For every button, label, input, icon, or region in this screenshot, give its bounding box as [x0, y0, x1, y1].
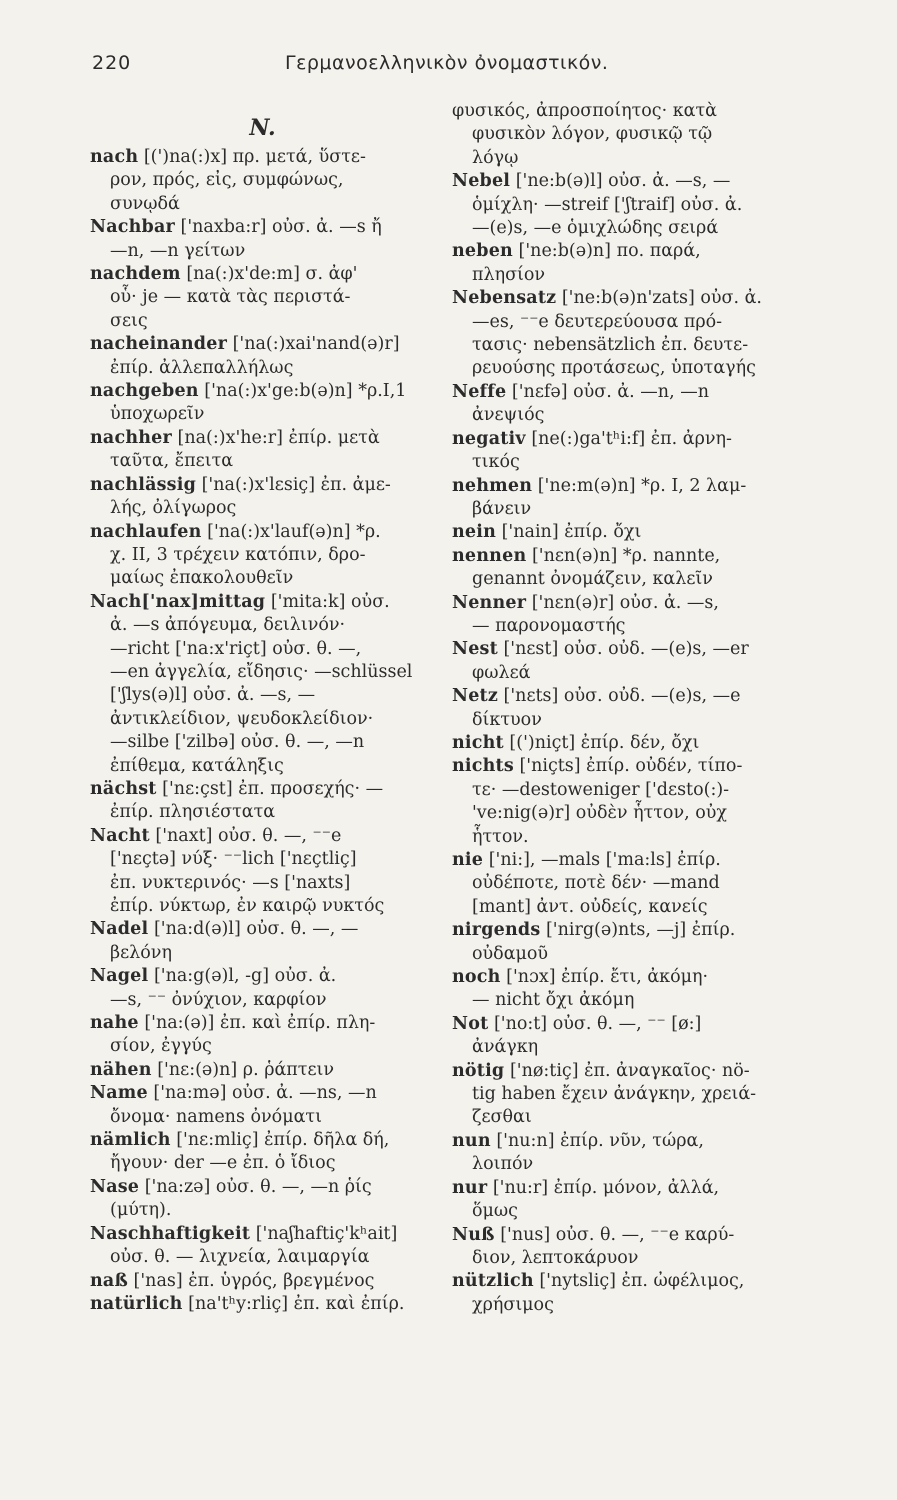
dictionary-entry	[452, 1060, 804, 1130]
entry-first-line	[90, 1176, 435, 1199]
entry-continuation-line	[452, 662, 804, 685]
entry-text: ρευούσης προτάσεως, ὑποταγής	[472, 358, 756, 379]
entry-first-line	[452, 638, 804, 661]
entry-continuation-line	[90, 989, 435, 1012]
entry-text: [ne(:)ga'tʰi:f] ἐπ. ἀρνη-	[531, 428, 732, 449]
headword: nein	[452, 522, 497, 543]
entry-text: φυσικὸν λόγον, φυσικῷ τῷ	[472, 124, 713, 145]
entry-first-line	[452, 1224, 804, 1247]
dictionary-entry	[452, 381, 804, 428]
entry-text: ἐπίρ. πλησιέστατα	[110, 802, 276, 823]
entry-text: —(e)s, —e ὁμιχλώδης σειρά	[472, 218, 719, 239]
dictionary-entry	[452, 428, 804, 475]
dictionary-entry	[90, 1176, 435, 1223]
entry-continuation-line	[452, 1200, 804, 1223]
dictionary-entry	[90, 965, 435, 1012]
entry-text: ['naxt] οὐσ. θ. —, ⁻⁻e	[155, 825, 342, 846]
entry-continuation-line	[452, 1036, 804, 1059]
entry-first-line	[90, 1082, 435, 1105]
entry-text: λής, ὀλίγωρος	[110, 498, 237, 519]
dictionary-entry	[452, 592, 804, 639]
entry-text: τικός	[472, 452, 520, 473]
entry-text: [(')na(:)x] πρ. μετά, ὕστε-	[143, 147, 366, 167]
entry-continuation-line	[90, 684, 435, 707]
entry-continuation-line	[452, 826, 804, 849]
entry-text: ταῦτα, ἔπειτα	[110, 451, 234, 472]
entry-text: ['nas] ἐπ. ὑγρός, βρεγμένος	[133, 1270, 375, 1291]
entry-continuation-line	[90, 801, 435, 824]
entry-continuation-line	[452, 147, 804, 170]
entry-text: ['naʃhaftiç'kʰait]	[255, 1223, 398, 1244]
entry-first-line	[452, 287, 804, 310]
dictionary-entry	[90, 474, 435, 521]
entry-text: ἧττον.	[472, 826, 529, 847]
entry-continuation-line	[90, 708, 435, 731]
entry-text: ['nɛts] οὐσ. οὐδ. —(e)s, —e	[503, 686, 741, 707]
entry-continuation-line	[90, 450, 435, 473]
left-column	[90, 100, 435, 1316]
entry-continuation-line	[452, 896, 804, 919]
dictionary-entry	[452, 685, 804, 732]
dictionary-entry	[452, 919, 804, 966]
entry-continuation-line	[90, 1199, 435, 1222]
headword: nur	[452, 1177, 488, 1198]
entry-first-line	[90, 216, 435, 239]
headword: noch	[452, 967, 501, 988]
dictionary-entry	[90, 1129, 435, 1176]
entry-first-line	[90, 1012, 435, 1035]
entry-first-line	[452, 755, 804, 778]
entry-text: ['na:zə] οὐσ. θ. —, —n ῥίς	[144, 1176, 372, 1197]
entry-continuation-line	[452, 568, 804, 591]
entry-text: ['nø:tiç] ἐπ. ἀναγκαῖος· nö-	[509, 1060, 750, 1081]
entry-text: ['nytsliç] ἐπ. ὠφέλιμος,	[539, 1271, 745, 1292]
entry-text: χρήσιμος	[472, 1294, 554, 1315]
headword: nachlässig	[90, 474, 197, 495]
entry-text: ['nɛfə] οὐσ. ἀ. —n, —n	[511, 381, 709, 402]
entry-continuation-line	[452, 709, 804, 732]
entry-text: [(')niçt] ἐπίρ. δέν, ὄχι	[509, 732, 700, 753]
dictionary-entry	[90, 1012, 435, 1059]
entry-text: ['ʃlys(ə)l] οὐσ. ἀ. —s, —	[110, 685, 316, 706]
entry-text: ['naxba:r] οὐσ. ἀ. —s ἤ	[180, 217, 382, 238]
entry-text: συνῳδά	[110, 193, 180, 214]
dictionary-entry	[90, 918, 435, 965]
headword: nehmen	[452, 475, 533, 496]
entry-text: ['ne:b(ə)n] πο. παρά,	[518, 241, 701, 262]
entry-continuation-line	[452, 217, 804, 240]
dictionary-entry	[452, 287, 804, 381]
headword: Nachbar	[90, 217, 175, 238]
dictionary-entry	[452, 170, 804, 240]
headword: nach	[90, 147, 139, 167]
headword: nun	[452, 1130, 491, 1151]
dictionary-entry	[452, 638, 804, 685]
dictionary-entry	[452, 755, 804, 849]
entry-first-line	[452, 1270, 804, 1293]
entry-continuation-line	[452, 943, 804, 966]
dictionary-entry	[90, 427, 435, 474]
entry-text: ζεσθαι	[472, 1107, 532, 1128]
headword: Netz	[452, 686, 498, 707]
entry-continuation-line	[452, 123, 804, 146]
dictionary-entry	[90, 1059, 435, 1082]
entry-text: ['na(:)x'lɛsiç] ἐπ. ἀμε-	[201, 474, 391, 495]
entry-continuation-line	[452, 779, 804, 802]
page-title: Γερμανοελληνικὸν ὀνομαστικόν.	[285, 52, 609, 74]
entry-continuation-line	[90, 1035, 435, 1058]
headword: nächst	[90, 778, 157, 799]
entry-text: [na(:)x'de:m] σ. ἀφ'	[186, 264, 358, 285]
entry-first-line	[90, 521, 435, 544]
entry-first-line	[90, 146, 435, 169]
headword: Nagel	[90, 966, 149, 987]
headword: nachlaufen	[90, 521, 202, 542]
entry-continuation-line	[452, 311, 804, 334]
entry-first-line	[452, 428, 804, 451]
entry-text: ['ne:b(ə)n'zats] οὐσ. ἀ.	[561, 288, 762, 309]
entry-text: ἤγουν· der —e ἐπ. ὁ ἴδιος	[110, 1153, 336, 1174]
entry-text: βελόνη	[110, 942, 172, 963]
entry-continuation-line	[90, 872, 435, 895]
entry-first-line	[452, 1130, 804, 1153]
entry-text: —en ἀγγελία, εἴδησις· —schlüssel	[110, 661, 413, 682]
entry-first-line	[90, 1293, 435, 1316]
entry-text: λόγῳ	[472, 147, 519, 168]
entry-continuation-line	[452, 802, 804, 825]
entry-text: ['nu:n] ἐπίρ. νῦν, τώρα,	[496, 1130, 704, 1151]
headword: nie	[452, 850, 484, 870]
entry-continuation-line	[90, 1246, 435, 1269]
entry-continuation-line	[90, 544, 435, 567]
dictionary-entry	[452, 1177, 804, 1224]
entry-first-line	[90, 263, 435, 286]
headword: Nenner	[452, 592, 527, 613]
dictionary-entry	[90, 333, 435, 380]
entry-continuation-line	[90, 848, 435, 871]
dictionary-entry	[452, 966, 804, 1013]
entry-continuation-line	[452, 498, 804, 521]
entry-first-line	[452, 1177, 804, 1200]
headword: natürlich	[90, 1293, 183, 1314]
entry-text: ἐπίρ. νύκτωρ, ἐν καιρῷ νυκτός	[110, 896, 385, 916]
entry-text: —richt ['na:x'riçt] οὐσ. θ. —,	[110, 638, 362, 659]
headword: Not	[452, 1013, 489, 1034]
entry-continuation-line	[452, 1106, 804, 1129]
entry-text: διον, λεπτοκάρυον	[472, 1247, 639, 1268]
entry-continuation-line	[90, 638, 435, 661]
entry-first-line	[452, 592, 804, 615]
entry-text: οὐσ. θ. — λιχνεία, λαιμαργία	[110, 1247, 370, 1268]
entry-continuation-line	[452, 194, 804, 217]
headword: nirgends	[452, 920, 541, 941]
entry-text: genannt ὀνομάζειν, καλεῖν	[472, 569, 713, 590]
entry-continuation-line	[452, 872, 804, 895]
headword: nicht	[452, 732, 504, 753]
entry-text: ['nɛçtə] νύξ· ⁻⁻lich ['nɛçtliç]	[110, 849, 357, 870]
entry-text: ['na(:)xai'nand(ə)r]	[232, 334, 400, 355]
dictionary-entry	[452, 849, 804, 919]
entry-text: ['no:t] οὐσ. θ. —, ⁻⁻ [ø:]	[493, 1013, 702, 1034]
entry-continuation-line	[90, 661, 435, 684]
entry-first-line	[90, 825, 435, 848]
entry-text: φυσικός, ἀπροσποίητος· κατὰ	[452, 101, 717, 121]
entry-text: ἐπίθεμα, κατάληξις	[110, 755, 284, 776]
entry-text: ἐπ. νυκτερινός· —s ['naxts]	[110, 872, 351, 893]
entry-text: tig haben ἔχειν ἀνάγκην, χρειά-	[472, 1084, 757, 1105]
entry-text: ['nɛn(ə)r] οὐσ. ἀ. —s,	[531, 592, 719, 613]
entry-continuation-line	[452, 357, 804, 380]
entry-text: [na(:)x'he:r] ἐπίρ. μετὰ	[177, 427, 380, 448]
entry-text: ['mita:k] οὐσ.	[270, 591, 390, 612]
dictionary-entry	[452, 732, 804, 755]
headword: nichts	[452, 756, 514, 777]
entry-text: —s, ⁻⁻ ὀνύχιον, καρφίον	[110, 989, 327, 1010]
entry-text: ['nirg(ə)nts, —j] ἐπίρ.	[545, 920, 736, 941]
entry-first-line	[90, 591, 435, 614]
dictionary-entry	[452, 100, 804, 170]
entry-first-line	[90, 965, 435, 988]
entry-first-line	[90, 1223, 435, 1246]
dictionary-entry	[452, 475, 804, 522]
entry-text: [mant] ἀντ. οὐδείς, κανείς	[472, 896, 708, 917]
entry-text: ['ne:m(ə)n] *ρ. I, 2 λαμ-	[537, 475, 747, 496]
entry-text: [na'tʰy:rliç] ἐπ. καὶ ἐπίρ.	[188, 1293, 405, 1314]
dictionary-entry	[90, 1082, 435, 1129]
entry-first-line	[452, 732, 804, 755]
headword: nämlich	[90, 1130, 171, 1151]
dictionary-entry	[90, 825, 435, 919]
entry-continuation-line	[452, 334, 804, 357]
entry-text: πλησίον	[472, 264, 546, 285]
entry-text: ['na(:)x'ge:b(ə)n] *ρ.I,1	[204, 381, 407, 402]
entry-first-line	[452, 381, 804, 404]
entry-text: ['na:mə] οὐσ. ἀ. —ns, —n	[153, 1083, 377, 1104]
entry-continuation-line	[90, 1152, 435, 1175]
entry-text: ['na:d(ə)l] οὐσ. θ. —, —	[153, 919, 359, 940]
entry-first-line	[90, 1270, 435, 1293]
headword: Nacht	[90, 825, 150, 846]
entry-text: τε· —destoweniger ['dɛsto(:)-	[472, 779, 730, 800]
entry-text: οὐδαμοῦ	[472, 943, 549, 964]
headword: Nuß	[452, 1224, 495, 1245]
dictionary-entry	[452, 1013, 804, 1060]
entry-first-line	[90, 1129, 435, 1152]
headword: negativ	[452, 428, 526, 449]
entry-first-line	[90, 427, 435, 450]
entry-text: ὄνομα· namens ὀνόματι	[110, 1106, 322, 1127]
dictionary-entry	[452, 545, 804, 592]
entry-text: σεις	[110, 310, 148, 331]
entry-text: ['nɛ:(ə)n] ρ. ῥάπτειν	[157, 1059, 335, 1080]
entry-text: ['nain] ἐπίρ. ὄχι	[501, 522, 642, 543]
section-letter: N.	[249, 115, 276, 141]
headword: Nest	[452, 639, 498, 660]
entry-first-line	[90, 333, 435, 356]
entry-continuation-line	[452, 451, 804, 474]
entry-first-line	[452, 545, 804, 568]
headword: naß	[90, 1270, 128, 1291]
entry-text: μαίως ἐπακολουθεῖν	[110, 568, 294, 589]
dictionary-entry	[90, 380, 435, 427]
entry-first-line	[452, 100, 804, 123]
entry-text: βάνειν	[472, 498, 532, 519]
dictionary-entry	[90, 1223, 435, 1270]
entry-first-line	[90, 778, 435, 801]
entry-first-line	[452, 685, 804, 708]
entry-first-line	[90, 380, 435, 403]
headword: nacheinander	[90, 334, 227, 355]
entry-text: ὑποχωρεῖν	[110, 404, 205, 425]
headword: nachher	[90, 427, 172, 448]
entry-text: ['nɛst] οὐσ. οὐδ. —(e)s, —er	[503, 639, 749, 660]
entry-text: ['ne:b(ə)l] οὐσ. ἀ. —s, —	[515, 171, 731, 192]
entry-text: 've:nig(ə)r] οὐδὲν ἧττον, οὐχ	[472, 803, 728, 824]
dictionary-entry	[452, 240, 804, 287]
entry-continuation-line	[90, 497, 435, 520]
entry-first-line	[452, 1060, 804, 1083]
entry-first-line	[452, 170, 804, 193]
headword: Nach['nax]mittag	[90, 591, 266, 612]
entry-first-line	[90, 1059, 435, 1082]
entry-continuation-line	[452, 264, 804, 287]
dictionary-entry	[90, 1293, 435, 1316]
entry-text: —n, —n γείτων	[110, 240, 246, 261]
right-column	[452, 100, 804, 1317]
entry-text: λοιπόν	[472, 1154, 534, 1175]
entry-text: τασις· nebensätzlich ἐπ. δευτε-	[472, 335, 749, 356]
entry-first-line	[452, 919, 804, 942]
entry-continuation-line	[90, 357, 435, 380]
headword: Nebel	[452, 171, 511, 192]
entry-continuation-line	[452, 1247, 804, 1270]
entry-text: οὗ· je — κατὰ τὰς περιστά-	[110, 287, 351, 308]
entry-text: ὅμως	[472, 1201, 518, 1222]
headword: nähen	[90, 1059, 152, 1080]
dictionary-entry	[90, 591, 435, 778]
entry-text: ἀ. —s ἀπόγευμα, δειλινόν·	[110, 615, 346, 636]
headword: Name	[90, 1083, 148, 1104]
entry-text: φωλεά	[472, 662, 531, 683]
entry-continuation-line	[90, 310, 435, 333]
entry-first-line	[452, 521, 804, 544]
entry-continuation-line	[90, 1106, 435, 1129]
headword: nennen	[452, 545, 527, 566]
entry-text: ['nɔx] ἐπίρ. ἔτι, ἀκόμη·	[506, 967, 709, 988]
entry-text: ['ni:], —mals ['ma:ls] ἐπίρ.	[488, 850, 721, 870]
entry-text: ρον, πρός, εἰς, συμφώνως,	[110, 170, 344, 191]
entry-first-line	[452, 1013, 804, 1036]
entry-continuation-line	[452, 1083, 804, 1106]
entry-text: ['nu:r] ἐπίρ. μόνον, ἀλλά,	[492, 1177, 720, 1198]
entry-text: ['nɛ:mliç] ἐπίρ. δῆλα δή,	[176, 1130, 390, 1151]
headword: nötig	[452, 1060, 505, 1081]
entry-continuation-line	[452, 615, 804, 638]
entry-text: —silbe ['zilbə] οὐσ. θ. —, —n	[110, 732, 365, 753]
dictionary-entry	[90, 778, 435, 825]
entry-continuation-line	[452, 1153, 804, 1176]
headword: nachdem	[90, 264, 181, 285]
entry-text: ἀντικλείδιον, ψευδοκλείδιον·	[110, 708, 374, 729]
entry-continuation-line	[452, 989, 804, 1012]
entry-text: ἀνεψιός	[472, 405, 545, 426]
entry-continuation-line	[90, 942, 435, 965]
entry-text: ['nɛn(ə)n] *ρ. nannte,	[531, 545, 721, 566]
entry-text: ['nɛ:çst] ἐπ. προσεχής· —	[162, 778, 384, 799]
entry-text: οὐδέποτε, ποτὲ δέν· —mand	[472, 873, 720, 894]
dictionary-entry	[90, 146, 435, 216]
entry-continuation-line	[90, 731, 435, 754]
entry-continuation-line	[90, 567, 435, 590]
entry-continuation-line	[90, 755, 435, 778]
entry-first-line	[90, 474, 435, 497]
headword: Naschhaftigkeit	[90, 1223, 251, 1244]
entry-continuation-line	[90, 169, 435, 192]
headword: Nebensatz	[452, 288, 557, 309]
dictionary-entry	[452, 1270, 804, 1317]
dictionary-entry	[90, 216, 435, 263]
entry-first-line	[452, 966, 804, 989]
entry-text: — nicht ὄχι ἀκόμη	[472, 990, 635, 1011]
entry-text: δίκτυον	[472, 709, 542, 730]
entry-continuation-line	[90, 895, 435, 918]
entry-text: σίον, ἐγγύς	[110, 1036, 212, 1057]
entry-continuation-line	[90, 286, 435, 309]
entry-continuation-line	[90, 240, 435, 263]
dictionary-entry	[90, 1270, 435, 1293]
entry-continuation-line	[90, 614, 435, 637]
entry-first-line	[90, 918, 435, 941]
entry-text: ['nus] οὐσ. θ. —, ⁻⁻e καρύ-	[500, 1224, 735, 1245]
page-number: 220	[92, 52, 132, 74]
entry-continuation-line	[90, 403, 435, 426]
dictionary-entry	[452, 521, 804, 544]
entry-continuation-line	[90, 193, 435, 216]
entry-text: ἀνάγκη	[472, 1037, 539, 1058]
entry-text: ['na:(ə)] ἐπ. καὶ ἐπίρ. πλη-	[144, 1013, 376, 1034]
dictionary-entry	[452, 1130, 804, 1177]
headword: Nase	[90, 1176, 140, 1197]
headword: Nadel	[90, 919, 149, 940]
entry-text: ['niçts] ἐπίρ. οὐδέν, τίπο-	[519, 756, 743, 777]
entry-first-line	[452, 475, 804, 498]
entry-text: ['na(:)x'lauf(ə)n] *ρ.	[207, 521, 381, 542]
entry-first-line	[452, 240, 804, 263]
entry-continuation-line	[452, 1294, 804, 1317]
entry-first-line	[452, 849, 804, 872]
entry-text: — παρονομαστής	[472, 615, 626, 636]
headword: neben	[452, 241, 513, 262]
headword: nachgeben	[90, 381, 199, 402]
headword: Neffe	[452, 381, 507, 402]
entry-text: ['na:g(ə)l, -g] οὐσ. ἀ.	[153, 966, 337, 987]
headword: nützlich	[452, 1271, 534, 1292]
dictionary-entry	[452, 1224, 804, 1271]
entry-text: ἐπίρ. ἀλλεπαλλήλως	[110, 357, 294, 378]
entry-text: ὁμίχλη· —streif ['ʃtraif] οὐσ. ἀ.	[472, 194, 743, 215]
headword: nahe	[90, 1013, 139, 1034]
dictionary-entry	[90, 263, 435, 333]
dictionary-entry	[90, 521, 435, 591]
entry-text: χ. II, 3 τρέχειν κατόπιν, δρο-	[110, 544, 366, 565]
entry-continuation-line	[452, 404, 804, 427]
entry-text: (μύτη).	[110, 1200, 172, 1221]
entry-text: —es, ⁻⁻e δευτερεύουσα πρό-	[472, 311, 723, 332]
